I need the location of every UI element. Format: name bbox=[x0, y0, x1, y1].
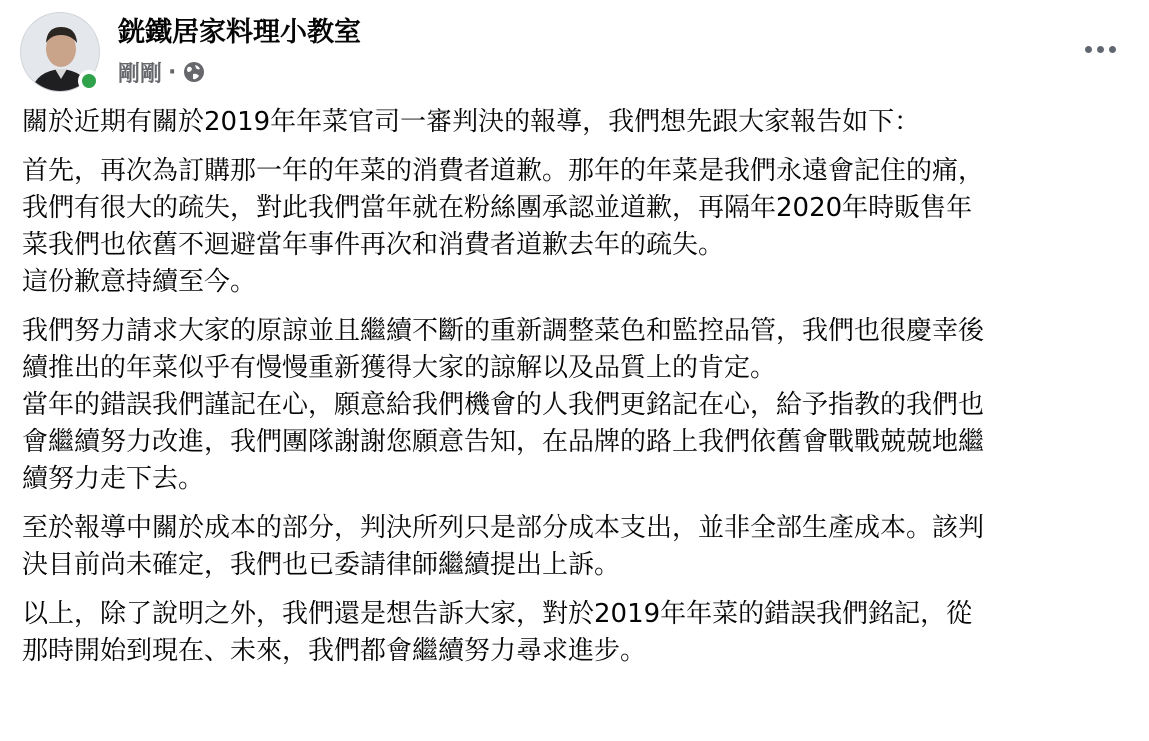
more-options-icon bbox=[1085, 46, 1092, 53]
paragraph-line: 那時開始到現在、未來，我們都會繼續努力尋求進步。 bbox=[22, 636, 647, 666]
paragraph-line: 菜我們也依舊不迴避當年事件再次和消費者道歉去年的疏失。 bbox=[22, 230, 725, 260]
more-options-icon bbox=[1109, 46, 1116, 53]
post-paragraph bbox=[22, 104, 1134, 141]
post-paragraph bbox=[22, 596, 1134, 670]
paragraph-line: 至於報導中關於成本的部分，判決所列只是部分成本支出，並非全部生產成本。該判 bbox=[22, 513, 985, 543]
paragraph-line: 我們有很大的疏失，對此我們當年就在粉絲團承認並道歉，再隔年2020年時販售年 bbox=[22, 193, 973, 223]
post-paragraph bbox=[22, 510, 1134, 584]
paragraph-line: 會繼續努力改進，我們團隊謝謝您願意告知，在品牌的路上我們依舊會戰戰兢兢地繼 bbox=[22, 427, 985, 457]
paragraph-line: 續推出的年菜似乎有慢慢重新獲得大家的諒解以及品質上的肯定。 bbox=[22, 353, 777, 383]
paragraph-line: 我們努力請求大家的原諒並且繼續不斷的重新調整菜色和監控品管，我們也很慶幸後 bbox=[22, 316, 985, 346]
post-body bbox=[22, 104, 1134, 682]
post-header bbox=[20, 12, 1130, 92]
online-status-indicator bbox=[78, 70, 100, 92]
paragraph-line: 以上，除了說明之外，我們還是想告訴大家，對於2019年年菜的錯誤我們銘記，從 bbox=[22, 599, 973, 629]
author-avatar-wrap[interactable] bbox=[20, 12, 100, 92]
paragraph-line: 關於近期有關於2019年年菜官司一審判決的報導，我們想先跟大家報告如下： bbox=[22, 107, 921, 137]
post-paragraph bbox=[22, 313, 1134, 498]
post-timestamp[interactable]: 剛剛 bbox=[118, 61, 163, 87]
globe-icon[interactable] bbox=[182, 60, 206, 84]
meta-separator: · bbox=[168, 59, 177, 85]
post-meta bbox=[118, 57, 206, 87]
more-options-icon bbox=[1097, 46, 1104, 53]
paragraph-line: 首先，再次為訂購那一年的年菜的消費者道歉。那年的年菜是我們永遠會記住的痛， bbox=[22, 156, 985, 186]
post-paragraph bbox=[22, 153, 1134, 301]
more-options-button[interactable] bbox=[1078, 34, 1122, 64]
post-author-name[interactable]: 銧鐵居家料理小教室 bbox=[118, 17, 361, 48]
paragraph-line: 當年的錯誤我們謹記在心，願意給我們機會的人我們更銘記在心，給予指教的我們也 bbox=[22, 390, 985, 420]
paragraph-line: 續努力走下去。 bbox=[22, 464, 205, 494]
paragraph-line: 這份歉意持續至今。 bbox=[22, 267, 257, 297]
paragraph-line: 決目前尚未確定，我們也已委請律師繼續提出上訴。 bbox=[22, 550, 621, 580]
